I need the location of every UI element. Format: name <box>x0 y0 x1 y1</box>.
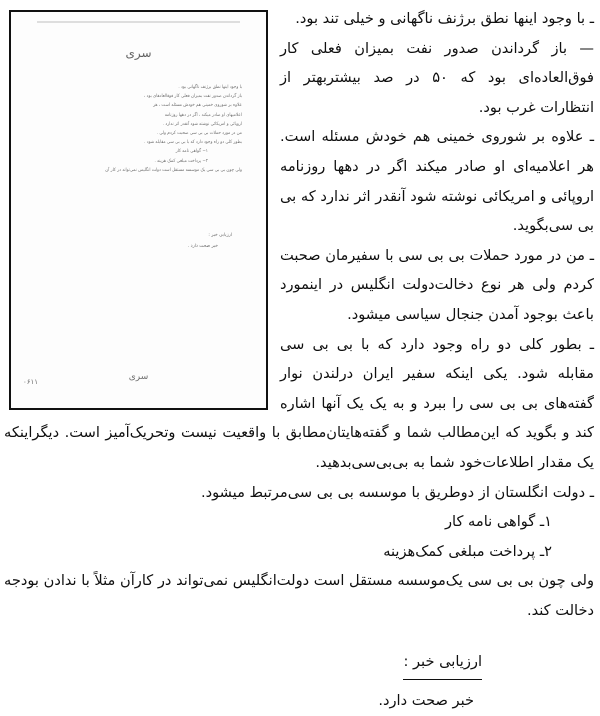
paragraph: — باز گرداندن صدور نفت بمیزان فعلی کار فوق‌العاده‌ای بود که ۵۰ در صد بیشتربهتر از انتظارات غرب بود. <box>280 39 594 116</box>
scan-line: ولی چون بی بی سی یک موسسه مستقل است دولت انگلیس نمی‌تواند در کار آن <box>105 166 242 173</box>
scan-line: ۱− گواهی نامه کار <box>175 148 208 154</box>
scan-line: باز گرداندن صدور نفت بمیزان فعلی کار فوقالعادهای بود ، <box>144 92 242 99</box>
document-top-rule <box>37 21 240 23</box>
scan-line: بطور کلی دو راه وجود دارد که با بی بی سی مقابله شود . <box>144 138 242 145</box>
paragraph: ـ علاوه بر شوروی خمینی هم خودش مسئله است. هر اعلامیه‌ای او صادر میکند اگر در دهها روزنامه اروپائی و امریکائی نوشته شود آنقدر اثر ندارد که بی بی سی‌بگوید. <box>280 128 594 235</box>
scan-line: من در مورد حملات بی بی سی صحبت کردم ولی . <box>156 129 242 136</box>
scanned-document-figure <box>9 10 268 410</box>
document-classification-top: سری <box>125 46 152 60</box>
scan-line: با وجود اینها نطق برژنف ناگهانی بود . <box>178 83 242 90</box>
document-classification-bottom: سری <box>128 372 149 382</box>
scan-line: اروپائی و امریکائی نوشته شود آنقدر اثر ندارد . <box>162 120 242 127</box>
scan-line: علاوه بر شوروی خمینی هم خودش مسئله است ، هر <box>153 102 242 108</box>
scan-line: اعلامیهای او صادر میکند ، اگر در دهها روزنامه <box>164 111 242 117</box>
closing-paragraph: ولی چون بی بی سی یک‌موسسه مستقل است دولت‌انگلیس نمی‌تواند در کار‌آن مثلاً با ندادن بودجه دخالت کند. <box>4 572 594 619</box>
scan-signature-line: ارزیابی خبر : <box>208 232 232 239</box>
evaluation-heading-text: ارزیابی خبر : <box>403 647 482 680</box>
scan-line: ۲− پرداخت مبلغی کمک هزینه . <box>154 157 208 163</box>
scan-signature-line: خبر صحت دارد . <box>187 243 218 250</box>
list-item: ۲ـ پرداخت مبلغی کمک‌هزینه <box>383 542 552 560</box>
paragraph: ـ با وجود اینها نطق برژنف ناگهانی و خیلی تند بود. <box>295 10 594 27</box>
scanned-document-evaluation-block <box>188 230 232 252</box>
paragraph: ـ بطور کلی دو راه وجود دارد که با بی بی سی مقابله شود. یکی اینکه سفیر ایران درلندن نوار گفته‌های بی بی سی را ببرد و به یک یک آنها اشاره کند و بگوید که این‌مطالب شما و گفته‌هایتان‌مطابق با واقعیت نیست وتحریک‌آمیز است. دیگر‌اینکه یک مقدار اطلاعات‌خود شما به بی‌بی‌سی‌بدهید. <box>4 335 594 471</box>
document-folio-number: ۰۶۱۱ <box>23 378 39 386</box>
scanned-document-inner <box>11 12 266 408</box>
evaluation-body: خبر صحت دارد. <box>378 692 474 710</box>
scanned-document-text-block <box>31 82 242 174</box>
paragraph: ـ دولت انگلستان از دوطریق با موسسه بی بی سی‌مرتبط میشود. <box>200 483 594 501</box>
evaluation-heading <box>4 647 594 680</box>
list-item: ۱ـ گواهی نامه کار <box>444 513 552 531</box>
paragraph: ـ من در مورد حملات بی بی سی با سفیرمان صحبت کردم ولی هر نوع دخالت‌دولت انگلیس در اینمورد باعث بوجود آمدن جنجال سیاسی میشود. <box>280 246 594 323</box>
